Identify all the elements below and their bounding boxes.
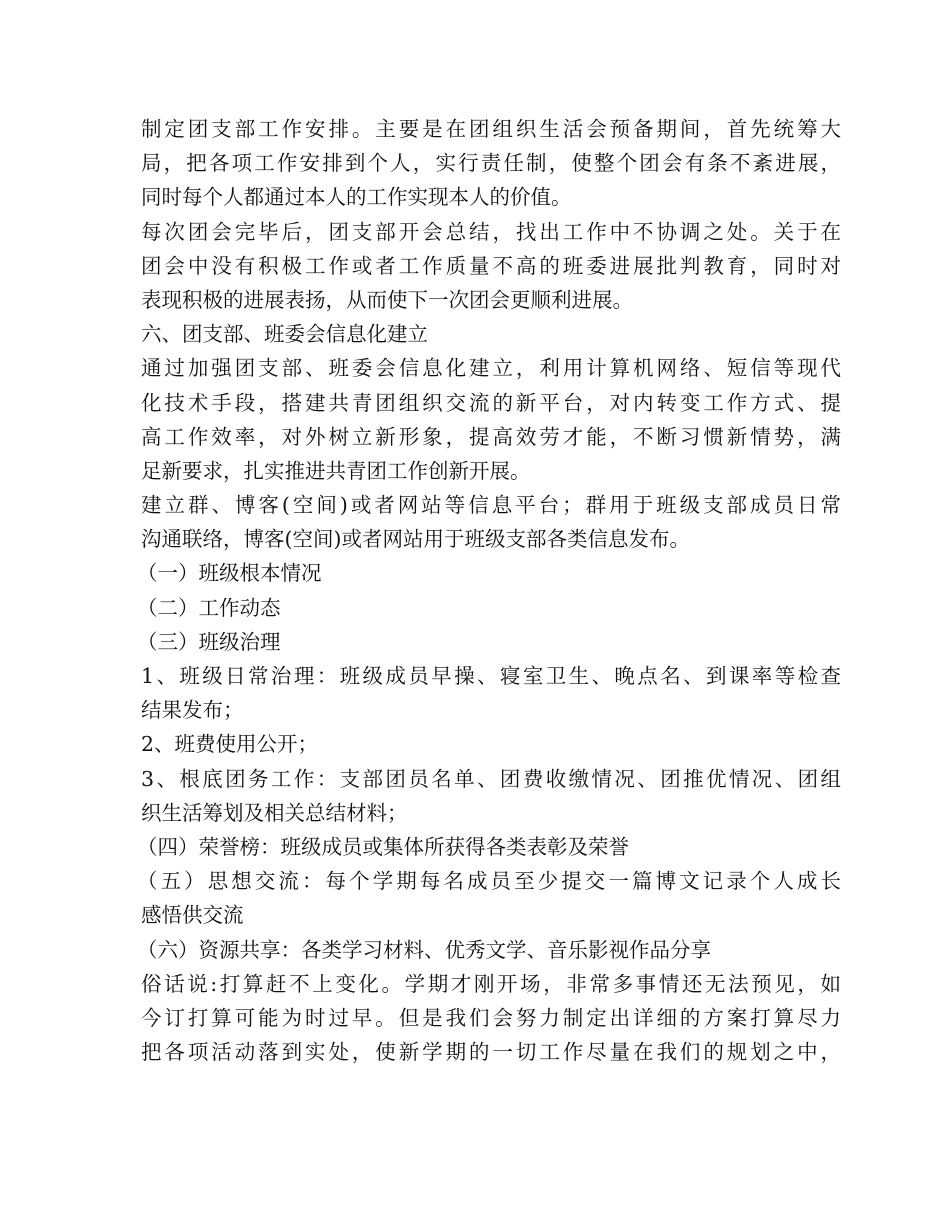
text-line: 表现积极的进展表扬，从而使下一次团会更顺利进展。 [141, 287, 633, 312]
text-line: 沟通联络，博客(空间)或者网站用于班级支部各类信息发布。 [141, 527, 690, 552]
text-line: 感悟供交流 [141, 903, 244, 928]
list-item: （六）资源共享：各类学习材料、优秀文学、音乐影视作品分享 [137, 937, 711, 962]
text-line: 3、根底团务工作：支部团员名单、团费收缴情况、团推优情况、团组 [141, 766, 841, 791]
section-heading: 六、团支部、班委会信息化建立 [141, 322, 428, 347]
text-line: 俗话说:打算赶不上变化。学期才刚开场，非常多事情还无法预见，如 [141, 971, 841, 996]
text-line: 1、班级日常治理：班级成员早操、寝室卫生、晚点名、到课率等检查 [141, 664, 841, 688]
text-line: 化技术手段，搭建共青团组织交流的新平台，对内转变工作方式、提 [141, 390, 841, 415]
list-item: （二）工作动态 [137, 595, 281, 620]
text-line: 同时每个人都通过本人的工作实现本人的价值。 [141, 185, 572, 210]
text-line: 制定团支部工作安排。主要是在团组织生活会预备期间，首先统筹大 [141, 117, 841, 141]
list-item: （三）班级治理 [137, 629, 281, 654]
text-line: 建立群、博客(空间)或者网站等信息平台；群用于班级支部成员日常 [141, 493, 841, 518]
list-item: （四）荣誉榜：班级成员或集体所获得各类表彰及荣誉 [137, 834, 629, 859]
text-line: 高工作效率，对外树立新形象，提高效劳才能，不断习惯新情势，满 [141, 424, 841, 449]
text-line: 把各项活动落到实处，使新学期的一切工作尽量在我们的规划之中， [141, 1040, 841, 1065]
text-line: 每次团会完毕后，团支部开会总结，找出工作中不协调之处。关于在 [141, 219, 841, 244]
text-line: 局，把各项工作安排到个人，实行责任制，使整个团会有条不紊进展， [141, 151, 841, 176]
text-line: 团会中没有积极工作或者工作质量不高的班委进展批判教育，同时对 [141, 253, 841, 278]
text-line: 今订打算可能为时过早。但是我们会努力制定出详细的方案打算尽力 [141, 1005, 841, 1030]
text-line: 2、班费使用公开； [141, 732, 319, 757]
list-item: （五）思想交流：每个学期每名成员至少提交一篇博文记录个人成长 [137, 869, 841, 894]
text-line: 织生活筹划及相关总结材料； [141, 800, 408, 825]
text-line: 结果发布； [141, 698, 244, 723]
document-body [137, 112, 841, 1069]
list-item: （一）班级根本情况 [137, 561, 322, 586]
text-line: 足新要求，扎实推进共青团工作创新开展。 [141, 458, 531, 483]
text-line: 通过加强团支部、班委会信息化建立，利用计算机网络、短信等现代 [141, 356, 841, 381]
